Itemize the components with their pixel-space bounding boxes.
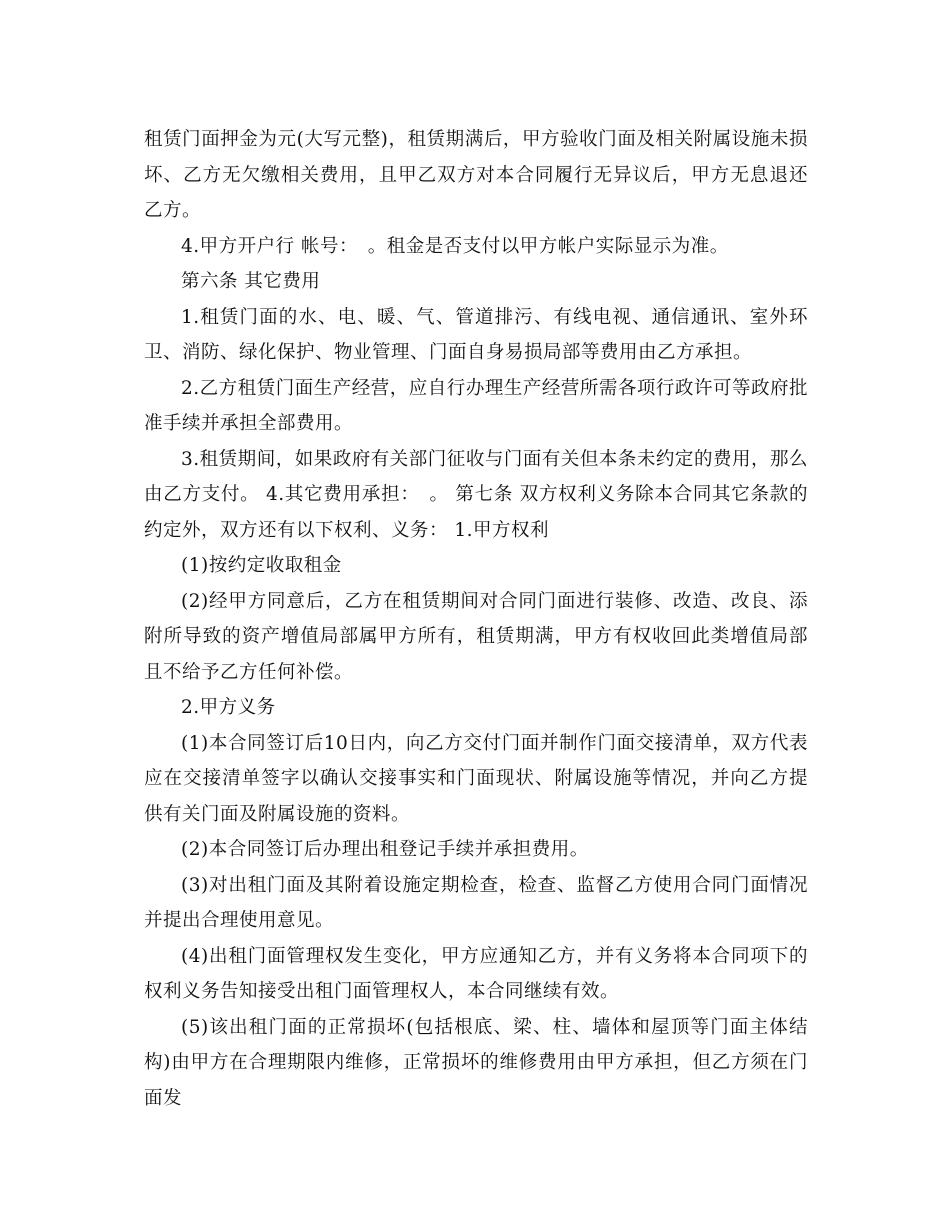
paragraph-lessor-obligation-2: (2)本合同签订后办理出租登记手续并承担费用。: [181, 839, 589, 860]
paragraph-lessor-obligation-3: (3)对出租门面及其附着设施定期检查，检查、监督乙方使用合同门面情况并提出合理使用意见。: [144, 874, 808, 931]
paragraph-other-fees-2: 2.乙方租赁门面生产经营，应自行办理生产经营所需各项行政许可等政府批准手续并承担全部费用。: [144, 377, 808, 434]
lessor-obligations-heading: 2.甲方义务: [181, 697, 276, 718]
article-6-heading: 第六条 其它费用: [181, 271, 321, 292]
paragraph-deposit-clause: 租赁门面押金为元(大写元整)，租赁期满后，甲方验收门面及相关附属设施未损坏、乙方无欠缴相关费用，且甲乙双方对本合同履行无异议后，甲方无息退还乙方。: [144, 129, 808, 221]
paragraph-lessor-right-1: (1)按约定收取租金: [181, 555, 342, 576]
paragraph-other-fees-3: 3.租赁期间，如果政府有关部门征收与门面有关但本条未约定的费用，那么由乙方支付。 4.其它费用承担： 。 第七条 双方权利义务除本合同其它条款的约定外，双方还有以下权利、义务： 1.甲方权利: [144, 448, 808, 541]
paragraph-other-fees-1: 1.租赁门面的水、电、暖、气、管道排污、有线电视、通信通讯、室外环卫、消防、绿化保护、物业管理、门面自身易损局部等费用由乙方承担。: [144, 306, 808, 363]
paragraph-lessor-obligation-5: (5)该出租门面的正常损坏(包括根底、梁、柱、墙体和屋顶等门面主体结构)由甲方在合理期限内维修，正常损坏的维修费用由甲方承担，但乙方须在门面发: [144, 1016, 808, 1109]
contract-text-body: [144, 122, 808, 1116]
paragraph-lessor-obligation-1: (1)本合同签订后10日内，向乙方交付门面并制作门面交接清单，双方代表应在交接清单签字以确认交接事实和门面现状、附属设施等情况，并向乙方提供有关门面及附属设施的资料。: [144, 732, 808, 825]
paragraph-lessor-right-2: (2)经甲方同意后，乙方在租赁期间对合同门面进行装修、改造、改良、添附所导致的资产增值局部属甲方所有，租赁期满，甲方有权收回此类增值局部且不给予乙方任何补偿。: [144, 590, 808, 683]
paragraph-bank-account: 4.甲方开户行 帐号： 。租金是否支付以甲方帐户实际显示为准。: [181, 235, 729, 257]
paragraph-lessor-obligation-4: (4)出租门面管理权发生变化，甲方应通知乙方，并有义务将本合同项下的权利义务告知接受出租门面管理权人，本合同继续有效。: [144, 945, 808, 1002]
